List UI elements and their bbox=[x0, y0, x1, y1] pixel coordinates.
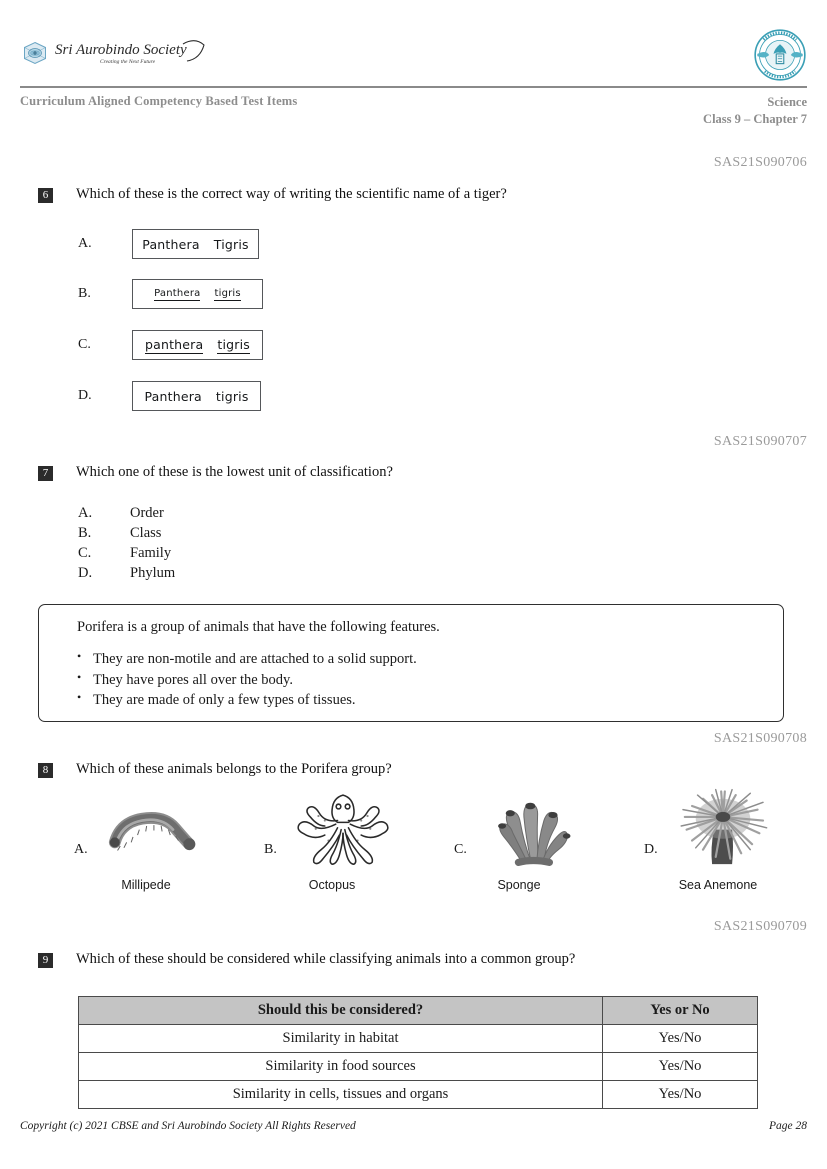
species-text: tigris bbox=[217, 336, 251, 352]
option-7-a[interactable] bbox=[78, 505, 164, 522]
document-title: Curriculum Aligned Competency Based Test Items bbox=[20, 94, 298, 108]
stimulus-bullet: • They are made of only a few types of tissues. bbox=[77, 690, 763, 711]
option-7-c[interactable] bbox=[78, 545, 171, 562]
option-7-b[interactable] bbox=[78, 525, 161, 542]
option-letter: C. bbox=[78, 337, 91, 352]
option-6-c[interactable] bbox=[78, 330, 263, 360]
scientific-name-box-a bbox=[132, 229, 259, 259]
table-row bbox=[79, 1081, 758, 1109]
option-letter: A. bbox=[78, 505, 93, 521]
table-row bbox=[79, 1025, 758, 1053]
genus-text: Panthera bbox=[144, 388, 202, 404]
option-label: Class bbox=[130, 525, 162, 541]
stimulus-lead-text: Porifera is a group of animals that have the following features. bbox=[77, 619, 440, 635]
table-cell-criteria: Similarity in habitat bbox=[79, 1025, 603, 1053]
table-cell-answer[interactable]: Yes/No bbox=[603, 1081, 758, 1109]
species-text: tigris bbox=[214, 287, 241, 299]
table-cell-answer[interactable]: Yes/No bbox=[603, 1053, 758, 1081]
option-6-d[interactable] bbox=[78, 381, 261, 411]
question-number-badge-6: 6 bbox=[38, 188, 53, 203]
question-7 bbox=[38, 464, 393, 481]
stimulus-box bbox=[38, 604, 784, 722]
table-header-answer: Yes or No bbox=[603, 997, 758, 1025]
svg-text:Creating the Next Future: Creating the Next Future bbox=[100, 59, 156, 65]
question-text-7: Which one of these is the lowest unit of classification? bbox=[76, 464, 393, 480]
option-letter: A. bbox=[78, 236, 92, 251]
question-code-8: SAS21S090708 bbox=[713, 731, 807, 746]
cbse-emblem-icon bbox=[753, 28, 807, 82]
table-row bbox=[79, 1053, 758, 1081]
option-image-label: Sea Anemone bbox=[678, 878, 758, 892]
table-header-criteria: Should this be considered? bbox=[79, 997, 603, 1025]
subject-info bbox=[703, 94, 807, 128]
option-letter: B. bbox=[78, 286, 91, 301]
option-letter: C. bbox=[454, 842, 467, 857]
option-label: Phylum bbox=[130, 565, 176, 581]
class-chapter: Class 9 – Chapter 7 bbox=[703, 111, 807, 126]
option-letter: A. bbox=[74, 842, 88, 857]
society-wordmark bbox=[54, 36, 210, 70]
stimulus-feature-list bbox=[77, 649, 763, 711]
question-number-badge-7: 7 bbox=[38, 466, 53, 481]
lotus-hexagon-icon bbox=[22, 41, 48, 65]
question-6 bbox=[38, 186, 507, 203]
option-letter: B. bbox=[264, 842, 277, 857]
document-header bbox=[0, 28, 827, 84]
question-code-7: SAS21S090707 bbox=[713, 434, 807, 449]
option-image-label: Millipede bbox=[121, 878, 171, 892]
document-footer bbox=[20, 1120, 807, 1132]
scientific-name-box-c bbox=[132, 330, 263, 360]
millipede-icon bbox=[98, 786, 208, 866]
scientific-name-box-b bbox=[132, 279, 263, 309]
question-text-6: Which of these is the correct way of writing the scientific name of a tiger? bbox=[76, 186, 507, 202]
option-letter: D. bbox=[644, 842, 658, 857]
question-9 bbox=[38, 951, 575, 968]
question-8 bbox=[38, 761, 392, 778]
image-option-row bbox=[38, 786, 798, 906]
question-code-9: SAS21S090709 bbox=[713, 919, 807, 934]
genus-text: Panthera bbox=[142, 236, 200, 252]
table-cell-criteria: Similarity in food sources bbox=[79, 1053, 603, 1081]
option-6-a[interactable] bbox=[78, 229, 259, 259]
option-8-b[interactable] bbox=[228, 786, 418, 904]
question-text-8: Which of these animals belongs to the Porifera group? bbox=[76, 761, 392, 777]
svg-text:Sri Aurobindo Society: Sri Aurobindo Society bbox=[55, 42, 187, 58]
stimulus-bullet: • They have pores all over the body. bbox=[77, 670, 763, 691]
sri-aurobindo-society-logo bbox=[22, 36, 210, 70]
sea-anemone-icon bbox=[668, 786, 778, 866]
option-7-d[interactable] bbox=[78, 565, 175, 582]
species-text: tigris bbox=[215, 388, 249, 404]
option-letter: D. bbox=[78, 388, 92, 403]
option-8-d[interactable] bbox=[608, 786, 798, 904]
consideration-table bbox=[78, 996, 758, 1109]
option-letter: D. bbox=[78, 565, 93, 581]
option-8-a[interactable] bbox=[38, 786, 228, 904]
option-label: Order bbox=[130, 505, 164, 521]
scientific-name-box-d bbox=[132, 381, 261, 411]
option-8-c[interactable] bbox=[418, 786, 608, 904]
option-image-label: Octopus bbox=[308, 878, 356, 892]
page-number: Page 28 bbox=[768, 1120, 807, 1132]
header-meta bbox=[20, 94, 807, 128]
option-letter: C. bbox=[78, 545, 92, 561]
option-image-label: Sponge bbox=[497, 878, 541, 892]
question-text-9: Which of these should be considered while classifying animals into a common group? bbox=[76, 951, 576, 967]
option-6-b[interactable] bbox=[78, 279, 263, 309]
question-number-badge-8: 8 bbox=[38, 763, 53, 778]
octopus-icon bbox=[288, 786, 398, 866]
table-cell-criteria: Similarity in cells, tissues and organs bbox=[79, 1081, 603, 1109]
header-divider bbox=[20, 86, 807, 88]
copyright-text: Copyright (c) 2021 CBSE and Sri Aurobindo Society All Rights Reserved bbox=[20, 1120, 356, 1132]
option-letter: B. bbox=[78, 525, 92, 541]
table-cell-answer[interactable]: Yes/No bbox=[603, 1025, 758, 1053]
question-code-6: SAS21S090706 bbox=[713, 155, 807, 170]
sponge-icon bbox=[478, 786, 588, 866]
genus-text: panthera bbox=[144, 336, 204, 352]
genus-text: Panthera bbox=[154, 287, 201, 299]
species-text: Tigris bbox=[213, 236, 249, 252]
subject-name: Science bbox=[767, 95, 807, 109]
option-label: Family bbox=[130, 545, 172, 561]
question-number-badge-9: 9 bbox=[38, 953, 53, 968]
stimulus-bullet: • They are non-motile and are attached to a solid support. bbox=[77, 649, 763, 670]
table-header-row bbox=[79, 997, 758, 1025]
